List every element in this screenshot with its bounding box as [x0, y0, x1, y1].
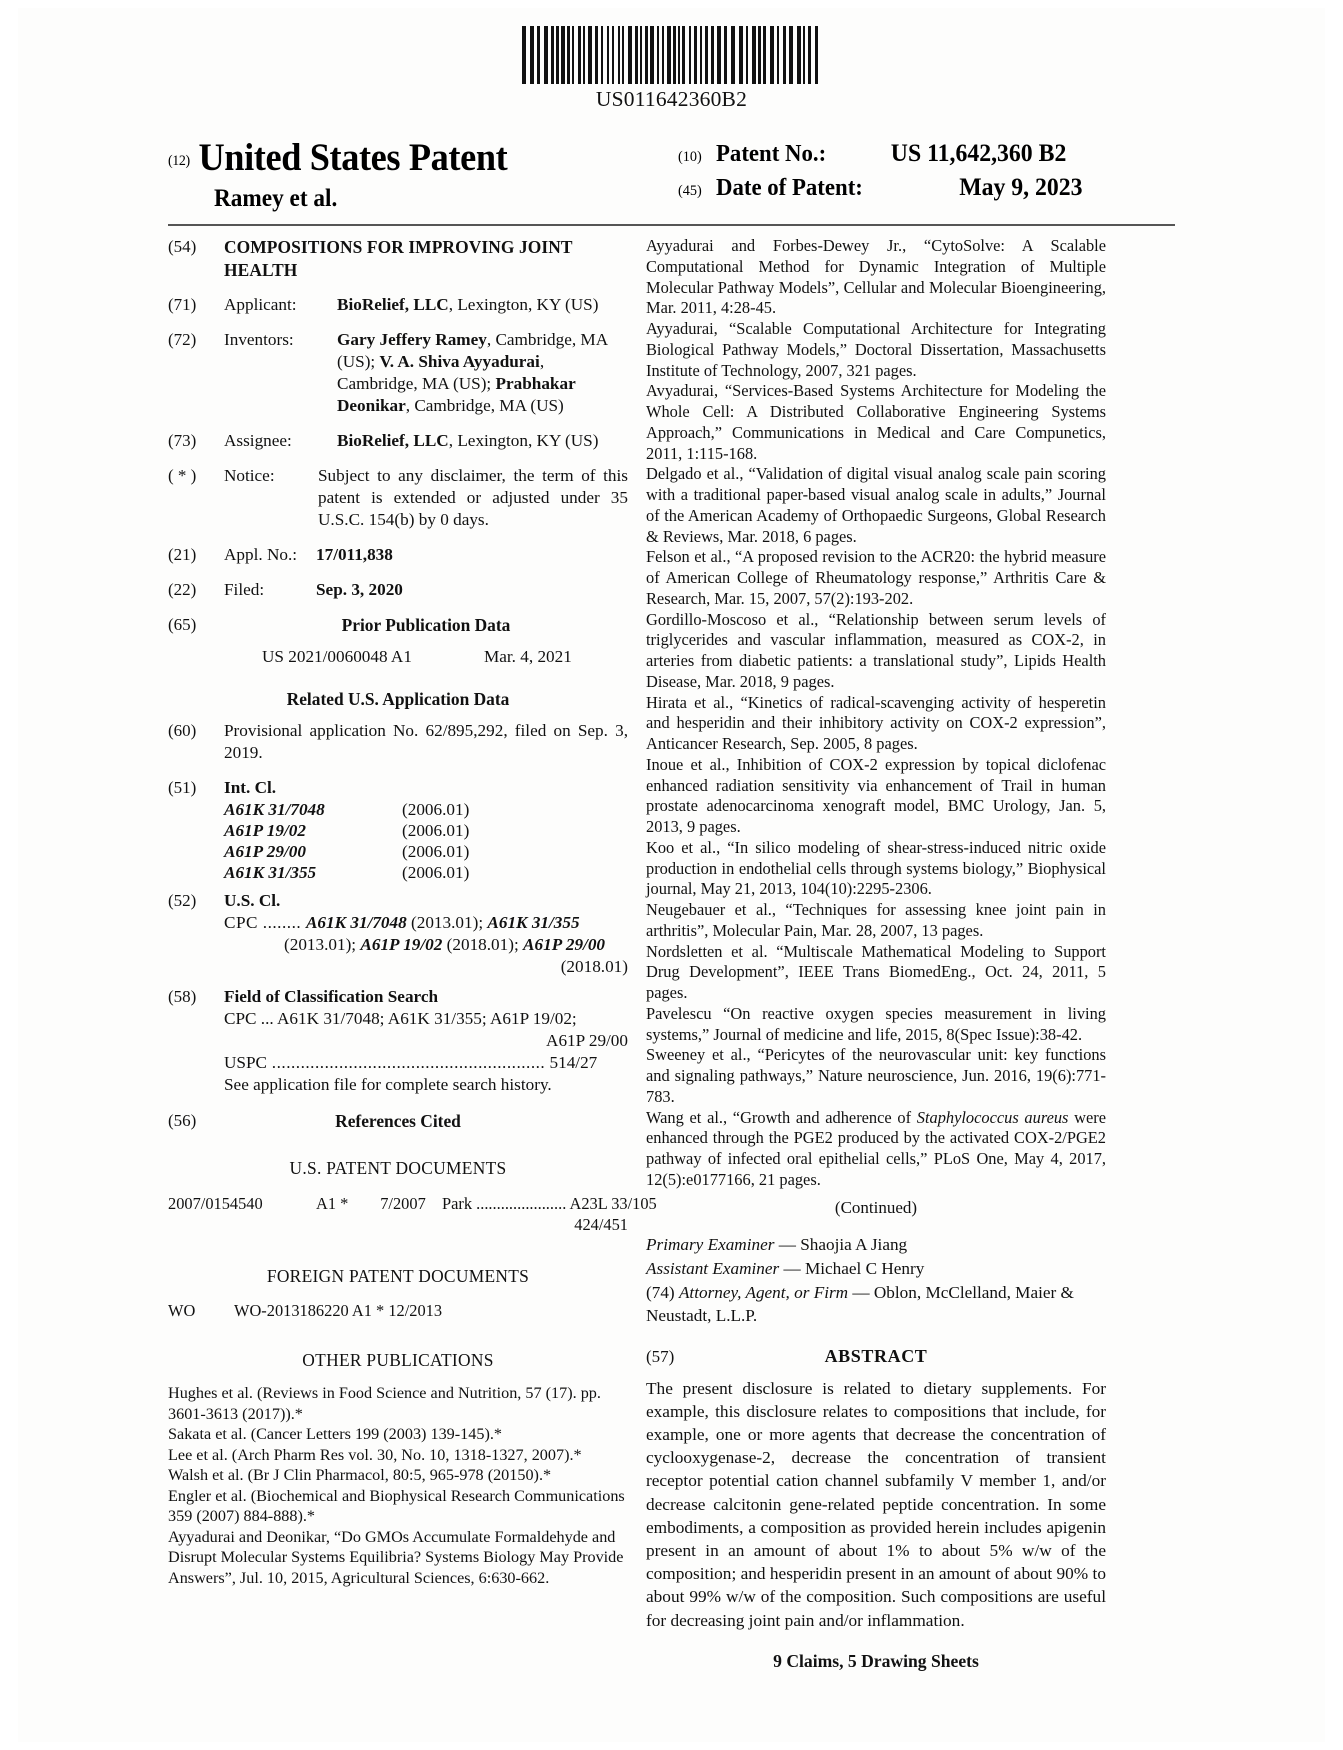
- inventor-1-name: Gary Jeffery Ramey: [337, 330, 487, 350]
- us-cl-code: (52): [168, 890, 197, 910]
- cpc-prefix-2: (2013.01);: [284, 934, 361, 954]
- foreign-patent-documents-heading: FOREIGN PATENT DOCUMENTS: [266, 1265, 530, 1286]
- field-title: [168, 236, 628, 281]
- int-cl-table: [224, 800, 628, 884]
- cpc-code-2: A61K 31/355: [487, 912, 580, 932]
- patent-title-block: [168, 138, 1175, 216]
- inventor-1-address: , Cambridge, MA: [486, 330, 608, 350]
- field-prior-publication: [168, 614, 628, 667]
- patent-no-code: (10): [678, 149, 702, 165]
- int-cl-heading: Int. Cl.: [224, 778, 277, 797]
- foreign-patent-documents-table: [168, 1300, 628, 1321]
- assistant-examiner-name: — Michael C Henry: [779, 1259, 925, 1279]
- table-row: [168, 1193, 657, 1214]
- references-code: (56): [168, 1111, 197, 1131]
- date-code: (45): [678, 183, 702, 199]
- assignee-label: Assignee:: [224, 431, 292, 451]
- date-value: May 9, 2023: [959, 174, 1083, 201]
- reference-wang: [646, 1108, 1106, 1191]
- invention-title: COMPOSITIONS FOR IMPROVING JOINT HEALTH: [224, 237, 573, 280]
- list-item: Engler et al. (Biochemical and Biophysical Research Communications 359 (2007) 884-888).*: [168, 1486, 625, 1526]
- int-cl-code-value: A61P 29/00: [224, 841, 306, 861]
- claims-drawings-line: 9 Claims, 5 Drawing Sheets: [773, 1650, 979, 1671]
- field-search-cpc-line: CPC ... A61K 31/7048; A61K 31/355; A61P 19/02;: [224, 1009, 577, 1029]
- references-heading-wrap: [224, 1110, 628, 1141]
- foreign-doc-number: WO-2013186220 A1 * 12/2013: [234, 1300, 443, 1320]
- list-item: Ayyadurai and Forbes-Dewey Jr., “CytoSolve: A Scalable Computational Method for Dynamic Integration of Multiple Molecular Pathway Models”, Cellular and Molecular Bioengineering, Mar. 2011, 4:28-45.: [646, 236, 1106, 318]
- appl-no-value: 17/011,838: [316, 545, 393, 565]
- applicant-name: BioRelief, LLC: [337, 295, 449, 315]
- patent-number-row: [678, 140, 1150, 168]
- primary-examiner-name: — Shaojia A Jiang: [774, 1235, 908, 1255]
- table-row: [168, 1300, 628, 1321]
- barcode-image: [522, 26, 822, 84]
- list-item: Lee et al. (Arch Pharm Res vol. 30, No. 10, 1318-1327, 2007).*: [168, 1445, 582, 1464]
- applicant-label: Applicant:: [224, 295, 297, 315]
- cpc-prefix: CPC ........: [224, 912, 306, 932]
- list-item: Delgado et al., “Validation of digital visual analog scale pain scoring with a traditional paper-based visual analog scale in adults,” Journal of the American Academy of Orthopaedic Surgeons, Global Research & Reviews, Mar. 2018, 6 pages.: [646, 464, 1106, 546]
- patent-no-value: US 11,642,360 B2: [890, 140, 1067, 167]
- inventor-2-sep: ,: [539, 352, 545, 372]
- cpc-code-4: A61P 29/00: [523, 934, 606, 954]
- assignee-name: BioRelief, LLC: [337, 431, 449, 451]
- uspc-label: USPC: [224, 1053, 267, 1073]
- int-cl-version: (2006.01): [402, 841, 470, 861]
- attorney-label: Attorney, Agent, or Firm: [678, 1283, 849, 1302]
- list-item: Ayyadurai and Deonikar, “Do GMOs Accumulate Formaldehyde and Disrupt Molecular Systems Equilibria? Systems Biology May Provide Answers”, Jul. 10, 2015, Agricultural Sciences, 6:630-662.: [168, 1527, 624, 1587]
- us-doc-kind: A1 *: [316, 1193, 349, 1213]
- int-cl-version: (2006.01): [402, 800, 470, 820]
- right-column: [646, 236, 1106, 1672]
- filed-label: Filed:: [224, 580, 265, 600]
- list-item: Walsh et al. (Br J Clin Pharmacol, 80:5, 965-978 (20150).*: [168, 1466, 552, 1485]
- int-cl-row: [224, 863, 628, 884]
- inventors-value: [337, 329, 628, 417]
- list-item: Inoue et al., Inhibition of COX-2 expression by topical diclofenac enhanced radiation sensitivity via enhancement of Trail in human prostate adenocarcinoma xenograft model, BMC Urology, Jan. 5, 2013, 9 pages.: [646, 754, 1106, 836]
- inventor-2-name: V. A. Shiva Ayyadurai: [379, 352, 540, 372]
- left-column: [168, 236, 657, 1588]
- us-doc-subclass: 424/451: [574, 1214, 628, 1234]
- list-item: Felson et al., “A proposed revision to the ACR20: the hybrid measure of American College of Rheumatology response,” Arthritis Care & Research, Mar. 15, 2007, 57(2):193-202.: [646, 547, 1106, 608]
- appl-no-label: Appl. No.:: [224, 545, 298, 565]
- attorney-code: (74): [646, 1283, 675, 1302]
- assignee-address: , Lexington, KY (US): [448, 431, 599, 451]
- field-related-application: [168, 720, 628, 764]
- prior-pub-body: [224, 614, 628, 667]
- us-patent-documents-table: [168, 1193, 657, 1235]
- patent-date-row: [678, 174, 1150, 202]
- title-block-right: [678, 140, 1175, 208]
- us-doc-name-class: Park ...................... A23L 33/105: [442, 1193, 657, 1213]
- inventors-code: (72): [168, 330, 197, 350]
- wang-ref-pre: Wang et al., “Growth and adherence of: [646, 1107, 917, 1127]
- prior-pub-code: (65): [168, 615, 197, 635]
- int-cl-row: [224, 842, 628, 863]
- field-int-cl: [168, 777, 628, 884]
- abstract-heading: ABSTRACT: [824, 1345, 928, 1366]
- us-cl-line-2: [284, 934, 628, 956]
- list-item: Sweeney et al., “Pericytes of the neurovascular unit: key functions and signaling pathways,” Nature neuroscience, Jun. 2016, 19(6):771-783.: [646, 1045, 1106, 1106]
- int-cl-version: (2006.01): [402, 821, 470, 840]
- other-publications-heading: OTHER PUBLICATIONS: [302, 1349, 494, 1370]
- field-title-code: (54): [168, 237, 197, 256]
- inventor-2-prefix: (US);: [337, 352, 380, 372]
- abstract-text: The present disclosure is related to dietary supplements. For example, this disclosure relates to compositions that include, for example, one or more agents that decrease the concentration of cyclooxygenase-2, decrease the concentration of transient receptor potential cation channel subfamily V member 1, and/or decrease calcitonin gene-related peptide concentration. In some embodiments, a composition as provided herein includes apigenin present in an amount of about 1% to about 5% w/w of the composition; and hesperidin present in an amount of about 90% to about 99% w/w of the composition. Such compositions are useful for decreasing joint pain and/or inflammation.: [646, 1378, 1106, 1630]
- list-item: Ayyadurai, “Scalable Computational Architecture for Integrating Biological Pathway Models,” Doctoral Dissertation, Massachusetts Institute of Technology, 2007, 321 pages.: [646, 319, 1106, 380]
- prior-pub-row: [224, 646, 628, 668]
- field-classification-search: [168, 986, 628, 1096]
- filed-code: (22): [168, 580, 197, 600]
- foreign-doc-country: WO: [168, 1300, 196, 1320]
- header-divider-rule: [168, 224, 1175, 226]
- us-cl-line-3: (2018.01): [560, 957, 628, 976]
- notice-text: Subject to any disclaimer, the term of this patent is extended or adjusted under 35 U.S.C. 154(b) by 0 days.: [318, 466, 628, 530]
- attorney-name: — Oblon, McClelland, Maier & Neustadt, L.L.P.: [646, 1283, 1074, 1325]
- cpc-code-3: A61P 19/02: [360, 934, 443, 954]
- cpc-code-1: A61K 31/7048: [305, 912, 407, 932]
- patent-no-label: Patent No.:: [716, 141, 827, 167]
- field-us-cl: [168, 890, 628, 978]
- field-inventors: [168, 329, 628, 417]
- int-cl-code-value: A61P 19/02: [224, 821, 306, 840]
- list-item: Hughes et al. (Reviews in Food Science and Nutrition, 57 (17). pp. 3601-3613 (2017)).*: [168, 1384, 601, 1423]
- list-item: Avyadurai, “Services-Based Systems Architecture for Modeling the Whole Cell: A Distributed Collaborative Engineering Systems Approach,” Communications in Medical and Care Compunetics, 2011, 1:115-168.: [646, 381, 1106, 463]
- continued-marker: (Continued): [834, 1197, 918, 1217]
- title-block-left: [168, 138, 688, 213]
- applicant-code: (71): [168, 295, 197, 315]
- abstract-heading-row: [646, 1345, 1106, 1368]
- us-patent-documents-heading: U.S. PATENT DOCUMENTS: [289, 1158, 507, 1179]
- wang-ref-post: were enhanced through the PGE2 produced by the activated COX-2/PGE2 pathway of infected oral epithelial cells,” PLoS One, May 4, 2017, 12(5):e0177166, 21 pages.: [646, 1107, 1107, 1189]
- inventor-surname-line: Ramey et al.: [214, 185, 338, 212]
- int-cl-code-value: A61K 31/355: [224, 862, 317, 882]
- us-cl-body: [224, 890, 628, 978]
- assignee-code: (73): [168, 431, 197, 451]
- list-item: Hirata et al., “Kinetics of radical-scavenging activity of hesperetin and hesperidin and their inhibitory activity on COX-2 expression”, Anticancer Research, Sep. 2005, 8 pages.: [646, 692, 1106, 753]
- us-cl-heading: U.S. Cl.: [224, 890, 281, 910]
- uspc-value: 514/27: [545, 1053, 598, 1073]
- assistant-examiner-label: Assistant Examiner: [646, 1259, 780, 1279]
- int-cl-code: (51): [168, 778, 197, 797]
- field-notice: [168, 465, 628, 531]
- references-continued-list: [646, 236, 1106, 1108]
- field-search-body: [224, 986, 628, 1096]
- inventors-label: Inventors:: [224, 330, 294, 350]
- inventor-3-name-b: Deonikar: [337, 396, 406, 416]
- field-appl-no: [168, 544, 628, 566]
- int-cl-body: [224, 777, 628, 884]
- related-text: Provisional application No. 62/895,292, filed on Sep. 3, 2019.: [224, 720, 628, 762]
- related-code: (60): [168, 720, 197, 740]
- attorney-line: [646, 1282, 1106, 1328]
- field-search-code: (58): [168, 987, 197, 1007]
- inventor-3-prefix: Cambridge, MA (US);: [337, 374, 496, 394]
- int-cl-row: [224, 800, 628, 821]
- field-search-see-line: See application file for complete search history.: [224, 1075, 552, 1095]
- notice-label: Notice:: [224, 466, 275, 486]
- list-item: Neugebauer et al., “Techniques for assessing knee joint pain in arthritis”, Molecular Pain, Mar. 28, 2007, 13 pages.: [646, 900, 1106, 940]
- us-doc-date: 7/2007: [380, 1193, 426, 1213]
- list-item: Nordsletten et al. “Multiscale Mathematical Modeling to Support Drug Development”, IEEE Trans BiomedEng., Oct. 24, 2011, 5 pages.: [646, 941, 1106, 1002]
- us-cl-line-1: [224, 912, 628, 934]
- field-applicant: [168, 294, 628, 316]
- cpc-mid-1: (2013.01);: [406, 912, 488, 932]
- applicant-value: [337, 294, 628, 316]
- prior-pub-number: US 2021/0060048 A1: [262, 646, 412, 666]
- prior-pub-date: Mar. 4, 2021: [484, 646, 572, 666]
- cpc-mid-2: (2018.01);: [442, 934, 524, 954]
- notice-code: ( * ): [168, 466, 197, 486]
- field-search-uspc-line: [224, 1052, 628, 1074]
- other-publications-list: [168, 1383, 628, 1588]
- barcode-number: US011642360B2: [595, 87, 748, 111]
- related-app-data-heading: Related U.S. Application Data: [286, 688, 510, 709]
- appl-no-code: (21): [168, 545, 197, 565]
- field-references-cited: [168, 1110, 628, 1141]
- wang-ref-species: Staphylococcus aureus: [916, 1107, 1069, 1127]
- int-cl-row: [224, 821, 628, 842]
- assistant-examiner-line: [646, 1258, 1106, 1281]
- list-item: Pavelescu “On reactive oxygen species measurement in living systems,” Journal of medicine and life, 2015, 8(Spec Issue):38-42.: [646, 1003, 1106, 1044]
- date-label: Date of Patent:: [716, 175, 863, 201]
- abstract-code: (57): [646, 1346, 675, 1366]
- list-item: Sakata et al. (Cancer Letters 199 (2003) 139-145).*: [168, 1425, 502, 1444]
- field-search-heading: Field of Classification Search: [224, 987, 439, 1007]
- us-doc-number: 2007/0154540: [168, 1193, 263, 1213]
- list-item: Gordillo-Moscoso et al., “Relationship between serum levels of triglycerides and vascular inflammation, measured as COX-2, in arteries from diabetic patients: a translational study”, Lipids Health Disease, Mar. 2018, 9 pages.: [646, 609, 1106, 691]
- field-filed: [168, 579, 628, 601]
- references-cited-heading: References Cited: [335, 1111, 461, 1132]
- office-title-line: [168, 138, 652, 177]
- uspc-dots: .........................................................: [267, 1053, 546, 1073]
- int-cl-code-value: A61K 31/7048: [224, 800, 325, 820]
- inventor-3-name-a: Prabhakar: [495, 374, 576, 394]
- field-search-cpc-line-2: A61P 29/00: [546, 1031, 628, 1051]
- filed-value: Sep. 3, 2020: [316, 580, 403, 600]
- int-cl-version: (2006.01): [402, 862, 470, 882]
- office-title: United States Patent: [198, 136, 508, 179]
- assignee-value: [337, 430, 628, 452]
- field-assignee: [168, 430, 628, 452]
- patent-sheet: [18, 8, 1325, 1742]
- list-item: Koo et al., “In silico modeling of shear-stress-induced nitric oxide production in endothelial cells through systems biology,” Biophysical journal, May 21, 2013, 104(10):2295-2306.: [646, 837, 1106, 899]
- applicant-address: , Lexington, KY (US): [448, 295, 599, 315]
- examiner-block: [646, 1234, 1106, 1328]
- barcode-area: [18, 26, 1325, 112]
- primary-examiner-label: Primary Examiner: [646, 1235, 775, 1255]
- inventor-3-address: , Cambridge, MA (US): [405, 396, 564, 416]
- primary-examiner-line: [646, 1234, 1106, 1257]
- prior-pub-heading: Prior Publication Data: [341, 615, 511, 636]
- kind-code-12: (12): [168, 153, 190, 169]
